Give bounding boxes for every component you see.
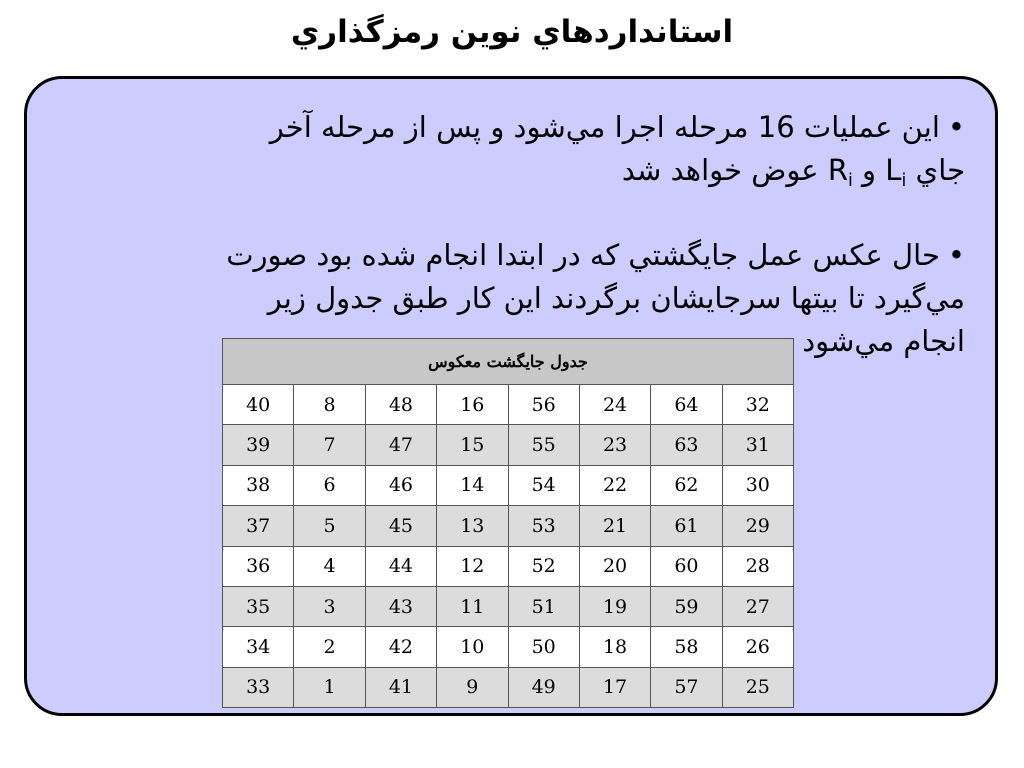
table-title: جدول جايگشت معكوس bbox=[223, 339, 794, 385]
table-cell: 48 bbox=[365, 385, 436, 425]
table-cell: 62 bbox=[651, 465, 722, 505]
permutation-table bbox=[222, 338, 794, 708]
table-cell: 24 bbox=[579, 385, 650, 425]
table-cell: 51 bbox=[508, 586, 579, 626]
table-cell: 29 bbox=[722, 506, 793, 546]
table-cell: 16 bbox=[437, 385, 508, 425]
table-cell: 11 bbox=[437, 586, 508, 626]
table-cell: 45 bbox=[365, 506, 436, 546]
table-cell: 37 bbox=[223, 506, 294, 546]
table-row bbox=[223, 425, 794, 465]
table-cell: 49 bbox=[508, 667, 579, 707]
table-cell: 43 bbox=[365, 586, 436, 626]
table-cell: 58 bbox=[651, 627, 722, 667]
table-row bbox=[223, 546, 794, 586]
table-cell: 34 bbox=[223, 627, 294, 667]
table-row bbox=[223, 667, 794, 707]
table-cell: 10 bbox=[437, 627, 508, 667]
table-cell: 39 bbox=[223, 425, 294, 465]
table-cell: 20 bbox=[579, 546, 650, 586]
table-cell: 13 bbox=[437, 506, 508, 546]
table-cell: 17 bbox=[579, 667, 650, 707]
variable-l-i: $L_i$ bbox=[885, 153, 907, 191]
bullet-1-line-1: •این عملیات 16 مرحله اجرا مي‌شود و پس از مرحله آخر bbox=[269, 110, 965, 144]
table-cell: 53 bbox=[508, 506, 579, 546]
bullet-2-line-1: •حال عکس عمل جايگشتي که در ابتدا انجام شده بود صورت bbox=[226, 238, 965, 272]
table-cell: 56 bbox=[508, 385, 579, 425]
table-cell: 26 bbox=[722, 627, 793, 667]
table-cell: 35 bbox=[223, 586, 294, 626]
table-cell: 46 bbox=[365, 465, 436, 505]
table-row bbox=[223, 465, 794, 505]
table-row bbox=[223, 385, 794, 425]
table-cell: 5 bbox=[294, 506, 365, 546]
bullet-item-1 bbox=[60, 106, 965, 192]
table-cell: 7 bbox=[294, 425, 365, 465]
table-row bbox=[223, 627, 794, 667]
table-cell: 21 bbox=[579, 506, 650, 546]
inverse-permutation-table bbox=[222, 338, 794, 708]
table-cell: 1 bbox=[294, 667, 365, 707]
table-cell: 18 bbox=[579, 627, 650, 667]
table-body bbox=[223, 385, 794, 708]
table-cell: 30 bbox=[722, 465, 793, 505]
table-cell: 36 bbox=[223, 546, 294, 586]
table-cell: 60 bbox=[651, 546, 722, 586]
table-cell: 4 bbox=[294, 546, 365, 586]
table-cell: 44 bbox=[365, 546, 436, 586]
bullet-dot-icon: • bbox=[947, 238, 965, 272]
table-row bbox=[223, 586, 794, 626]
slide-title: استانداردهاي نوين رمزگذاري bbox=[290, 14, 734, 50]
table-cell: 25 bbox=[722, 667, 793, 707]
table-cell: 52 bbox=[508, 546, 579, 586]
table-cell: 64 bbox=[651, 385, 722, 425]
table-cell: 8 bbox=[294, 385, 365, 425]
table-cell: 15 bbox=[437, 425, 508, 465]
table-cell: 38 bbox=[223, 465, 294, 505]
table-cell: 54 bbox=[508, 465, 579, 505]
table-cell: 23 bbox=[579, 425, 650, 465]
table-cell: 40 bbox=[223, 385, 294, 425]
table-cell: 47 bbox=[365, 425, 436, 465]
table-cell: 6 bbox=[294, 465, 365, 505]
table-row bbox=[223, 506, 794, 546]
table-cell: 19 bbox=[579, 586, 650, 626]
table-cell: 42 bbox=[365, 627, 436, 667]
table-cell: 61 bbox=[651, 506, 722, 546]
table-cell: 63 bbox=[651, 425, 722, 465]
bullet-2-line-2: مي‌گيرد تا بيتها سرجايشان برگردند این کار طبق جدول زير bbox=[267, 281, 965, 315]
table-cell: 31 bbox=[722, 425, 793, 465]
table-cell: 12 bbox=[437, 546, 508, 586]
table-cell: 55 bbox=[508, 425, 579, 465]
table-cell: 33 bbox=[223, 667, 294, 707]
table-cell: 32 bbox=[722, 385, 793, 425]
table-cell: 2 bbox=[294, 627, 365, 667]
table-cell: 57 bbox=[651, 667, 722, 707]
variable-r-i: $R_i$ bbox=[827, 153, 853, 191]
table-cell: 50 bbox=[508, 627, 579, 667]
table-cell: 27 bbox=[722, 586, 793, 626]
table-cell: 9 bbox=[437, 667, 508, 707]
table-cell: 14 bbox=[437, 465, 508, 505]
bullet-dot-icon: • bbox=[947, 110, 965, 144]
bullet-1-line-2: جاي $L_i$ و $R_i$ عوض خواهد شد bbox=[621, 153, 965, 191]
bullet-2-line-3: انجام مي‌شود bbox=[802, 324, 965, 358]
table-cell: 22 bbox=[579, 465, 650, 505]
table-cell: 28 bbox=[722, 546, 793, 586]
table-cell: 41 bbox=[365, 667, 436, 707]
table-cell: 59 bbox=[651, 586, 722, 626]
table-cell: 3 bbox=[294, 586, 365, 626]
